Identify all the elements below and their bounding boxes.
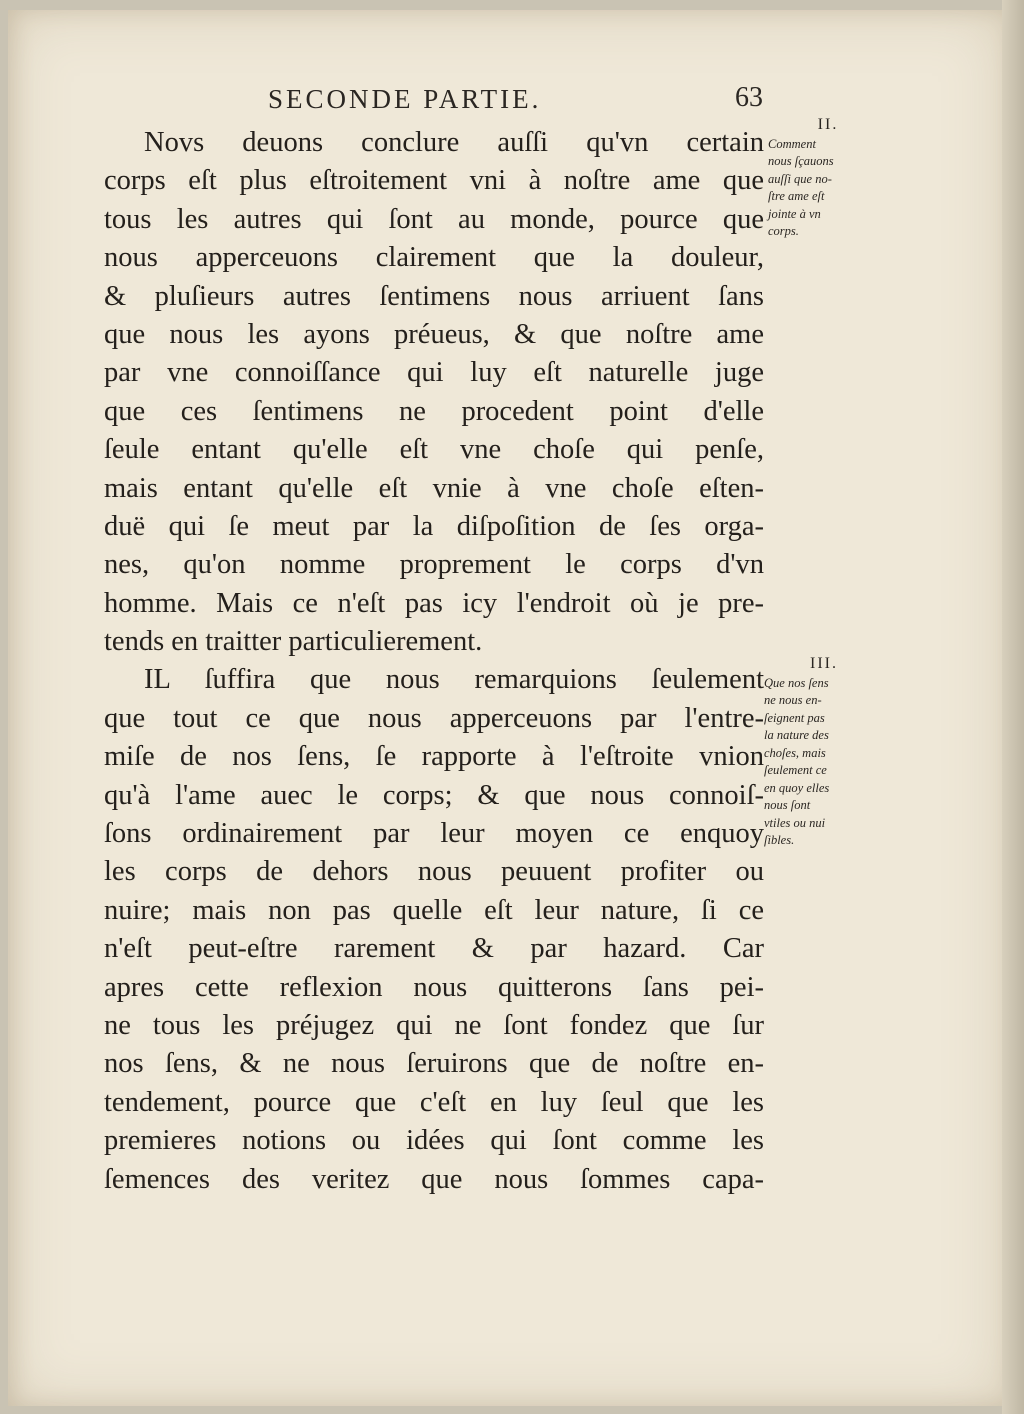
text-line: mais entant qu'elle eſt vnie à vne choſe eſten- [104, 472, 764, 504]
margin-note-numeral: II. [817, 116, 839, 133]
text-line: que ces ſentimens ne procedent point d'elle [104, 395, 764, 427]
text-line: homme. Mais ce n'eſt pas icy l'endroit où je pre- [104, 587, 764, 619]
margin-note-line: nous ſçauons [768, 154, 834, 168]
main-text [104, 124, 764, 1199]
page-number: 63 [735, 82, 763, 113]
margin-note-line: ſeulement ce [764, 763, 827, 777]
text-line: tends en traitter particulierement. [104, 626, 483, 658]
margin-note-line: vtiles ou nui [764, 815, 826, 830]
margin-note-line: Que nos ſens [764, 675, 829, 690]
text-line: & pluſieurs autres ſentimens nous arriuent ſans [104, 280, 764, 312]
text-line: nes, qu'on nomme proprement le corps d'vn [104, 549, 764, 581]
text-line: nous apperceuons clairement que la douleur, [104, 242, 764, 274]
text-line: ſemences des veritez que nous ſommes capa- [104, 1163, 764, 1195]
text-line: nos ſens, & ne nous ſeruirons que de noſtre en- [104, 1048, 764, 1080]
text-line: apres cette reflexion nous quitterons ſans pei- [104, 971, 764, 1003]
margin-note-line: ne nous en- [764, 693, 822, 707]
margin-note-line: Comment [768, 136, 816, 151]
text-line: qu'à l'ame auec le corps; & que nous connoiſ- [104, 779, 764, 811]
margin-note-line: nous ſont [764, 798, 811, 812]
text-line: duë qui ſe meut par la diſpoſition de ſes orga- [104, 510, 764, 542]
margin-note-3 [764, 655, 884, 850]
page-edge [1002, 0, 1024, 1414]
text-line: tendement, pource que c'eſt en luy ſeul que les [104, 1086, 764, 1118]
margin-note-line: jointe à vn [768, 206, 821, 221]
margin-note-numeral: III. [810, 655, 838, 672]
text-line: les corps de dehors nous peuuent profiter ou [104, 856, 764, 888]
text-line: IL ſuffira que nous remarquions ſeulement [144, 664, 764, 696]
paragraph-2 [104, 661, 764, 1198]
text-line: premieres notions ou idées qui ſont comme les [104, 1125, 764, 1157]
running-title: SECONDE PARTIE. [268, 84, 542, 114]
margin-note-line: choſes, mais [764, 745, 826, 760]
text-line: Novs deuons conclure auſſi qu'vn certain [144, 127, 764, 158]
paragraph-1 [104, 124, 764, 661]
margin-note-line: ſeignent pas [764, 710, 825, 725]
margin-note-line: ſtre ame eſt [768, 189, 825, 203]
text-line: ne tous les préjugez qui ne ſont fondez que ſur [104, 1009, 764, 1041]
margin-note-2 [768, 116, 888, 241]
margin-note-line: auſſi que no- [768, 171, 832, 186]
text-line: que tout ce que nous apperceuons par l'entre- [104, 702, 764, 734]
text-line: que nous les ayons préueus, & que noſtre ame [104, 318, 764, 350]
text-line: miſe de nos ſens, ſe rapporte à l'eſtroite vnion [104, 741, 764, 773]
text-line: nuire; mais non pas quelle eſt leur nature, ſi ce [104, 894, 764, 926]
text-line: corps eſt plus eſtroitement vni à noſtre ame que [104, 165, 764, 197]
margin-note-line: en quoy elles [764, 780, 830, 795]
text-line: ſons ordinairement par leur moyen ce enquoy [104, 818, 764, 850]
text-line: ſeule entant qu'elle eſt vne choſe qui penſe, [104, 434, 764, 466]
text-line: n'eſt peut-eſtre rarement & par hazard. Car [104, 933, 764, 965]
margin-note-line: corps. [768, 224, 799, 238]
text-line: tous les autres qui ſont au monde, pource que [104, 203, 764, 235]
margin-note-line: ſibles. [764, 833, 795, 847]
text-line: par vne connoiſſance qui luy eſt naturelle juge [104, 357, 764, 389]
margin-note-line: la nature des [764, 728, 829, 742]
